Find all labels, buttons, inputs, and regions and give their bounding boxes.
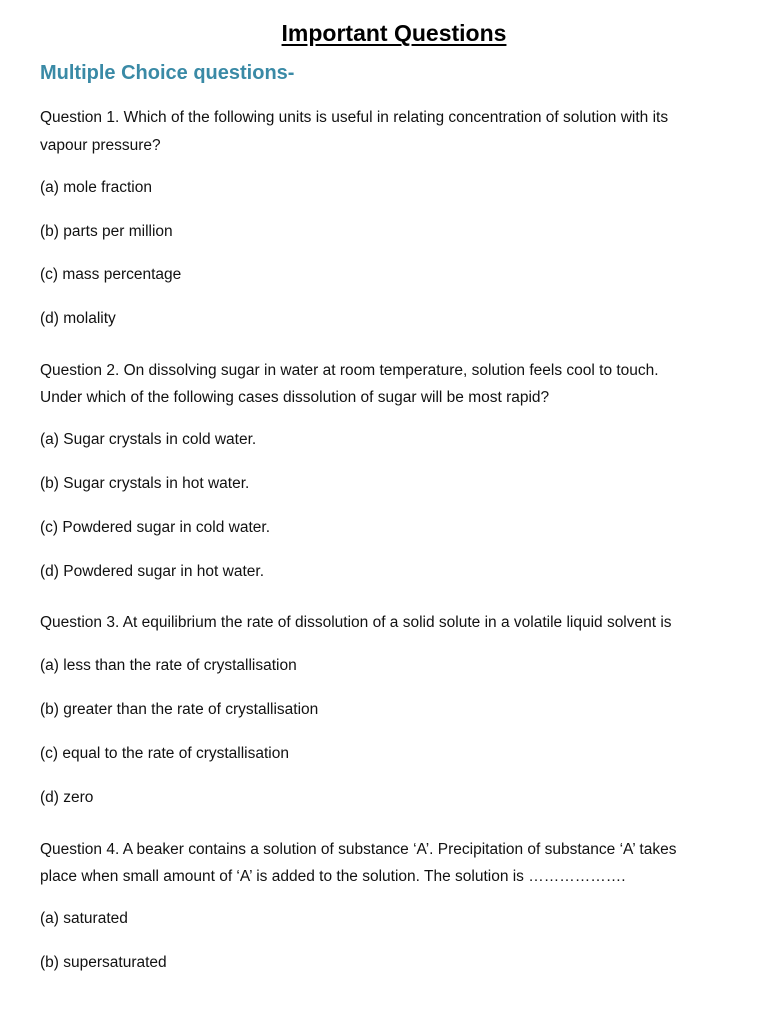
question-3-option-a: (a) less than the rate of crystallisation (40, 657, 297, 674)
question-2-text-line1: Question 2. On dissolving sugar in water at room temperature, solution feels cool to touch. (40, 362, 659, 379)
question-3-text-line1: Question 3. At equilibrium the rate of dissolution of a solid solute in a volatile liquid solvent is (40, 614, 672, 631)
question-4-text-line1: Question 4. A beaker contains a solution of substance ‘A’. Precipitation of substance ‘A’ takes (40, 841, 677, 858)
question-2-option-c: (c) Powdered sugar in cold water. (40, 519, 271, 536)
question-2-option-d: (d) Powdered sugar in hot water. (40, 563, 265, 580)
question-4-option-b: (b) supersaturated (40, 954, 167, 971)
question-4-option-a: (a) saturated (40, 910, 128, 927)
question-3-option-c: (c) equal to the rate of crystallisation (40, 745, 289, 762)
question-1-option-a: (a) mole fraction (40, 179, 152, 196)
question-1-text-line1: Question 1. Which of the following units is useful in relating concentration of solution with its (40, 109, 669, 126)
question-2-option-a: (a) Sugar crystals in cold water. (40, 431, 257, 448)
question-3-option-d: (d) zero (40, 789, 94, 806)
question-1-option-d: (d) molality (40, 310, 116, 327)
question-1-option-c: (c) mass percentage (40, 266, 182, 283)
question-2-text-line2: Under which of the following cases dissolution of sugar will be most rapid? (40, 389, 550, 406)
question-1-text-line2: vapour pressure? (40, 137, 161, 154)
question-4-text-line2: place when small amount of ‘A’ is added to the solution. The solution is ………………. (40, 868, 626, 885)
page-title: Important Questions (281, 20, 507, 46)
question-1-option-b: (b) parts per million (40, 223, 173, 240)
question-3-option-b: (b) greater than the rate of crystallisation (40, 701, 319, 718)
section-heading: Multiple Choice questions- (40, 62, 295, 84)
question-2-option-b: (b) Sugar crystals in hot water. (40, 475, 250, 492)
